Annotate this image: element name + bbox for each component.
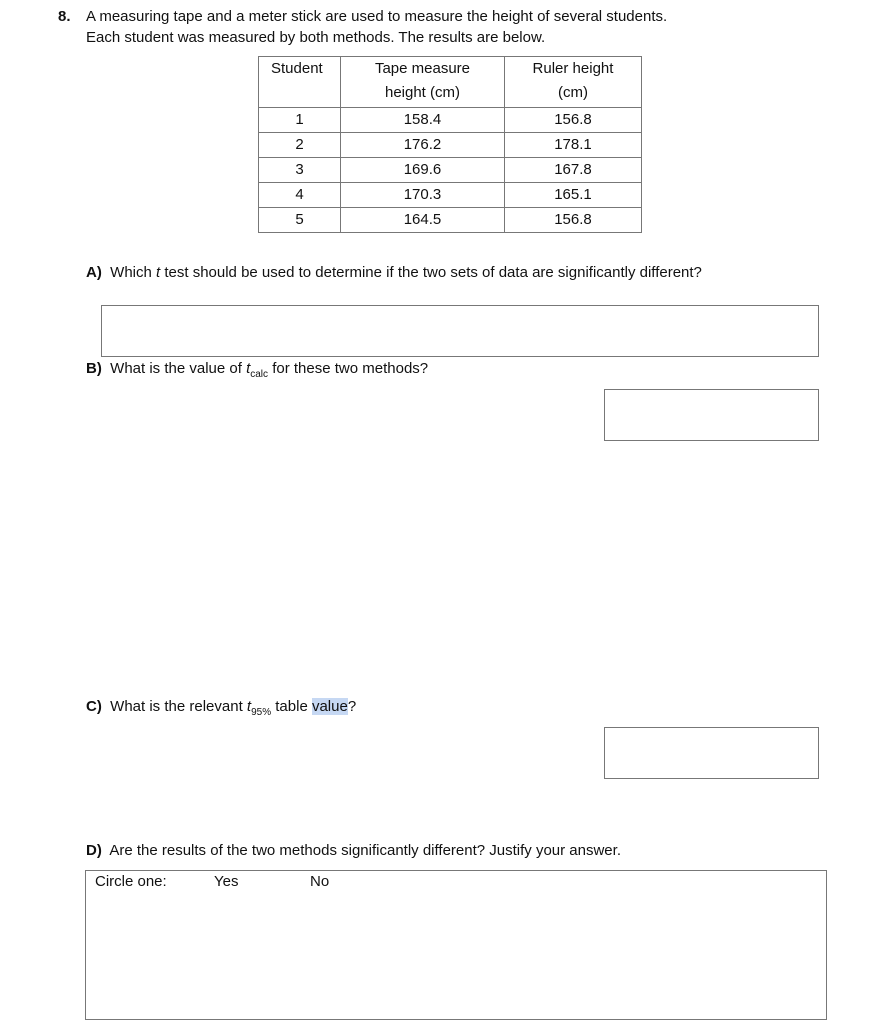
question-number: 8. xyxy=(58,8,71,25)
option-yes[interactable]: Yes xyxy=(214,873,239,890)
cell-tape: 170.3 xyxy=(341,183,505,208)
question-a: A) Which t test should be used to determine if the two sets of data are significantly different? xyxy=(86,264,702,281)
option-no[interactable]: No xyxy=(310,873,330,890)
answer-box-c[interactable] xyxy=(604,727,819,779)
table-row xyxy=(259,133,642,158)
cell-ruler: 167.8 xyxy=(505,158,642,183)
header-tape: Tape measure height (cm) xyxy=(341,57,505,108)
question-d: D) Are the results of the two methods significantly different? Justify your answer. xyxy=(86,842,621,859)
cell-tape: 164.5 xyxy=(341,208,505,233)
cell-student: 3 xyxy=(259,158,341,183)
table-header-row xyxy=(259,57,642,108)
cell-ruler: 156.8 xyxy=(505,108,642,133)
cell-ruler: 156.8 xyxy=(505,208,642,233)
answer-box-a[interactable] xyxy=(101,305,819,357)
cell-tape: 158.4 xyxy=(341,108,505,133)
cell-student: 1 xyxy=(259,108,341,133)
highlighted-word: value xyxy=(311,698,348,715)
cell-tape: 176.2 xyxy=(341,133,505,158)
circle-one-label: Circle one: xyxy=(95,873,167,890)
cell-tape: 169.6 xyxy=(341,158,505,183)
table-row xyxy=(259,183,642,208)
height-table xyxy=(258,56,642,233)
cell-ruler: 178.1 xyxy=(505,133,642,158)
cell-student: 2 xyxy=(259,133,341,158)
cell-student: 5 xyxy=(259,208,341,233)
question-c: C) What is the relevant $t_{95\%}$ table value? xyxy=(86,698,357,718)
table-row xyxy=(259,158,642,183)
answer-box-d[interactable] xyxy=(85,870,827,1020)
cell-ruler: 165.1 xyxy=(505,183,642,208)
cell-student: 4 xyxy=(259,183,341,208)
table-row xyxy=(259,208,642,233)
intro-line-1: A measuring tape and a meter stick are used to measure the height of several students. xyxy=(86,8,668,25)
header-ruler: Ruler height (cm) xyxy=(505,57,642,108)
question-b: B) What is the value of $t_{calc}$ for these two methods? xyxy=(86,360,429,380)
intro-line-2: Each student was measured by both methods. The results are below. xyxy=(86,29,546,46)
header-student: Student xyxy=(259,57,341,108)
answer-box-b[interactable] xyxy=(604,389,819,441)
table-row xyxy=(259,108,642,133)
